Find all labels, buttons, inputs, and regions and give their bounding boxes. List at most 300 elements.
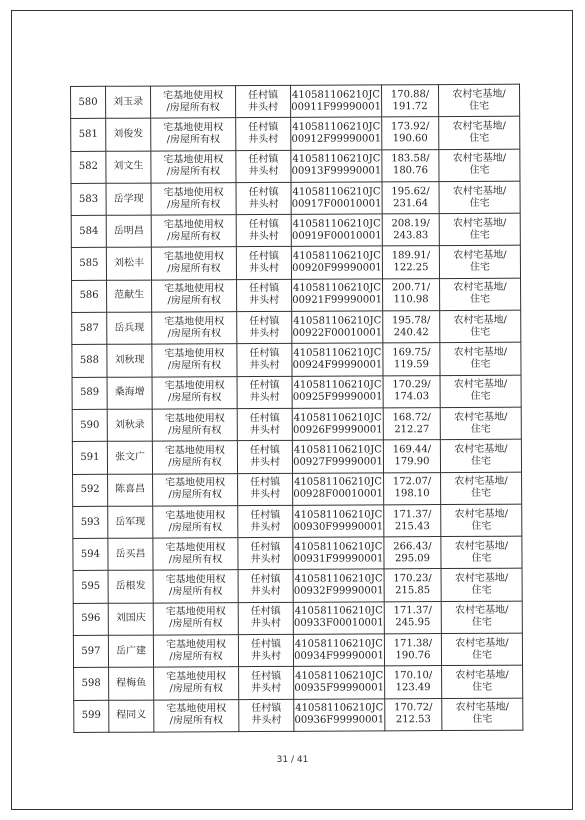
cell-text-line: 586 — [79, 290, 99, 302]
cell-text-line: 582 — [78, 161, 98, 173]
cell-text-line: 宅基地使用权 — [163, 154, 224, 166]
land-use-cell — [442, 698, 523, 731]
cell-text-line: 00936F99990001 — [294, 714, 385, 727]
cell-text-line: 井头村 — [248, 230, 279, 242]
cell-text-line: 住宅 — [471, 552, 492, 564]
table-row — [72, 439, 521, 474]
cell-text-line: 245.95 — [395, 617, 431, 629]
area-cell — [383, 311, 440, 344]
cell-text-line: 190.60 — [392, 133, 428, 145]
location-cell — [236, 150, 291, 183]
land-use-cell — [439, 149, 520, 182]
cell-text-line: 刘秋录 — [114, 419, 145, 431]
owner-name-cell — [108, 635, 153, 668]
cell-text-line: 410581106210JC — [293, 282, 382, 295]
cell-text-line: 任村镇 — [250, 638, 281, 650]
cell-text-line: 587 — [79, 322, 99, 334]
cell-text-line: 190.76 — [395, 649, 431, 661]
cell-text-line: 农村宅基地/ — [453, 282, 507, 294]
cell-text-line: 585 — [79, 257, 99, 270]
table-row — [71, 181, 520, 216]
cell-text-line: 任村镇 — [249, 315, 280, 327]
cell-text-line: 173.92/ — [391, 121, 430, 133]
right-type-cell — [151, 215, 236, 248]
cell-text-line: 596 — [81, 613, 101, 625]
cell-text-line: 宅基地使用权 — [166, 703, 227, 715]
page-number: 31 / 41 — [276, 755, 309, 765]
cell-text-line: 刘玉录 — [113, 96, 144, 108]
area-cell — [383, 375, 440, 408]
table-row — [71, 149, 520, 184]
cell-text-line: 井头村 — [250, 650, 282, 662]
cell-text-line: 183.58/ — [391, 153, 430, 165]
unit-code-cell — [292, 343, 383, 376]
table-row — [72, 278, 521, 313]
cell-text-line: 岳广建 — [115, 645, 146, 657]
cell-text-line: 410581106210JC — [294, 605, 383, 618]
cell-text-line: 宅基地使用权 — [164, 445, 225, 457]
cell-text-line: 任村镇 — [248, 121, 279, 134]
cell-text-line: 住宅 — [470, 294, 491, 306]
cell-text-line: 588 — [79, 354, 100, 366]
cell-text-line: 215.43 — [394, 520, 430, 532]
cell-text-line: 宅基地使用权 — [163, 219, 224, 231]
area-cell — [383, 278, 440, 311]
cell-text-line: 410581106210JC — [292, 185, 381, 198]
unit-code-cell — [293, 472, 384, 505]
area-cell — [382, 181, 439, 214]
land-use-cell — [440, 439, 521, 472]
cell-text-line: 00917F00010001 — [291, 197, 382, 210]
location-cell — [236, 215, 291, 248]
cell-text-line: 井头村 — [249, 327, 280, 339]
cell-text-line: 410581106210JC — [293, 411, 382, 424]
cell-text-line: 410581106210JC — [293, 379, 382, 392]
cell-text-line: 410581106210JC — [294, 476, 383, 489]
cell-text-line: 农村宅基地/ — [454, 572, 509, 585]
cell-text-line: 00913F99990001 — [291, 165, 382, 178]
cell-text-line: 宅基地使用权 — [166, 671, 227, 683]
cell-text-line: /房屋所有权 — [168, 489, 222, 501]
table-row — [71, 213, 520, 248]
cell-text-line: 农村宅基地/ — [455, 637, 509, 649]
cell-text-line: 任村镇 — [249, 347, 280, 360]
area-cell — [384, 472, 441, 505]
cell-text-line: 刘秋现 — [114, 354, 145, 366]
cell-text-line: 任村镇 — [249, 412, 280, 424]
cell-text-line: /房屋所有权 — [166, 134, 220, 146]
location-cell — [237, 441, 292, 474]
area-cell — [383, 343, 440, 376]
cell-text-line: 598 — [81, 677, 101, 689]
location-cell — [238, 505, 293, 538]
owner-name-cell — [106, 151, 151, 184]
right-type-cell — [153, 635, 238, 668]
cell-text-line: /房屋所有权 — [168, 554, 223, 566]
table-row — [74, 665, 523, 700]
cell-text-line: 191.72 — [392, 100, 428, 112]
row-number-cell — [71, 215, 106, 247]
cell-text-line: 410581106210JC — [295, 670, 384, 682]
row-number-cell — [73, 538, 108, 570]
cell-text-line: 住宅 — [469, 132, 490, 144]
cell-text-line: 农村宅基地/ — [454, 540, 509, 552]
unit-code-cell — [291, 182, 382, 215]
cell-text-line: 宅基地使用权 — [163, 89, 224, 102]
land-use-cell — [439, 181, 520, 214]
cell-text-line: 169.44/ — [392, 444, 432, 456]
area-cell — [382, 246, 439, 279]
cell-text-line: 住宅 — [472, 714, 493, 726]
table-row — [73, 633, 522, 668]
row-number-cell — [73, 635, 108, 667]
location-cell — [236, 85, 291, 118]
cell-text-line: 169.75/ — [392, 347, 431, 359]
location-cell — [236, 118, 291, 151]
land-use-cell — [442, 665, 523, 698]
location-cell — [237, 311, 292, 344]
cell-text-line: 住宅 — [471, 649, 493, 661]
cell-text-line: 任村镇 — [248, 186, 279, 198]
cell-text-line: 200.71/ — [391, 282, 431, 294]
area-cell — [384, 634, 441, 667]
area-cell — [382, 117, 439, 150]
cell-text-line: 住宅 — [469, 165, 490, 177]
right-type-cell — [151, 118, 236, 151]
cell-text-line: 180.76 — [392, 165, 428, 177]
cell-text-line: 任村镇 — [250, 573, 281, 586]
cell-text-line: 212.53 — [395, 714, 431, 726]
row-number-cell — [72, 409, 107, 441]
location-cell — [238, 602, 293, 635]
cell-text-line: 井头村 — [248, 263, 279, 275]
row-number-cell — [73, 571, 108, 603]
cell-text-line: 231.64 — [393, 197, 429, 209]
unit-code-cell — [292, 408, 383, 441]
table-row — [73, 472, 522, 507]
cell-text-line: 任村镇 — [251, 703, 282, 715]
cell-text-line: 任村镇 — [248, 218, 279, 230]
cell-text-line: 农村宅基地/ — [455, 701, 509, 714]
cell-text-line: 170.29/ — [392, 379, 431, 391]
cell-text-line: 580 — [78, 96, 98, 108]
cell-text-line: 410581106210JC — [293, 347, 382, 359]
land-use-cell — [438, 84, 519, 117]
right-type-cell — [153, 505, 238, 538]
cell-text-line: 井头村 — [249, 359, 280, 372]
cell-text-line: /房屋所有权 — [169, 715, 224, 727]
cell-text-line: 宅基地使用权 — [165, 541, 226, 554]
cell-text-line: 590 — [80, 419, 100, 431]
location-cell — [239, 699, 294, 732]
cell-text-line: /房屋所有权 — [169, 650, 223, 663]
cell-text-line: 岳根发 — [115, 580, 146, 592]
owner-name-cell — [107, 377, 152, 410]
unit-code-cell — [293, 505, 384, 538]
row-number-cell — [72, 377, 107, 409]
area-cell — [382, 214, 439, 247]
cell-text-line: 岳军现 — [115, 516, 146, 528]
owner-name-cell — [109, 667, 154, 700]
cell-text-line: 井头村 — [249, 424, 280, 436]
land-use-cell — [439, 246, 520, 279]
cell-text-line: 住宅 — [470, 391, 491, 403]
owner-name-cell — [107, 312, 152, 345]
cell-text-line: /房屋所有权 — [166, 198, 221, 211]
cell-text-line: /房屋所有权 — [169, 683, 223, 695]
cell-text-line: 宅基地使用权 — [163, 186, 224, 199]
cell-text-line: /房屋所有权 — [167, 392, 222, 404]
right-type-cell — [152, 344, 237, 377]
cell-text-line: 宅基地使用权 — [165, 477, 226, 489]
area-cell — [382, 149, 439, 182]
cell-text-line: 任村镇 — [249, 283, 280, 295]
cell-text-line: 农村宅基地/ — [453, 379, 508, 391]
cell-text-line: 农村宅基地/ — [455, 669, 509, 681]
cell-text-line: 住宅 — [470, 358, 491, 370]
cell-text-line: 595 — [81, 580, 101, 593]
cell-text-line: 00911F99990001 — [291, 101, 381, 113]
cell-text-line: 任村镇 — [250, 541, 281, 553]
cell-text-line: 住宅 — [472, 681, 493, 693]
cell-text-line: 宅基地使用权 — [165, 509, 226, 522]
cell-text-line: 110.98 — [393, 294, 429, 306]
cell-text-line: 岳兵现 — [114, 322, 145, 334]
cell-text-line: /房屋所有权 — [166, 101, 220, 114]
cell-text-line: 189.91/ — [391, 250, 431, 262]
location-cell — [239, 667, 294, 700]
cell-text-line: 井头村 — [248, 133, 279, 146]
cell-text-line: 240.42 — [393, 326, 429, 339]
area-cell — [384, 537, 441, 570]
location-cell — [238, 570, 293, 603]
cell-text-line: 170.88/ — [390, 88, 430, 100]
cell-text-line: 住宅 — [471, 617, 492, 629]
cell-text-line: 592 — [80, 484, 100, 496]
cell-text-line: 刘松丰 — [113, 257, 144, 269]
cell-text-line: 215.85 — [395, 585, 431, 597]
cell-text-line: 住宅 — [471, 584, 492, 596]
cell-text-line: 任村镇 — [250, 606, 281, 618]
cell-text-line: 井头村 — [250, 585, 281, 598]
cell-text-line: 122.25 — [393, 262, 429, 274]
unit-code-cell — [291, 214, 382, 247]
land-use-cell — [441, 504, 522, 537]
cell-text-line: 171.37/ — [393, 508, 432, 520]
cell-text-line: 00925F99990001 — [292, 391, 383, 404]
cell-text-line: 农村宅基地/ — [455, 605, 509, 617]
row-number-cell — [72, 442, 107, 474]
unit-code-cell — [292, 376, 383, 409]
row-number-cell — [72, 280, 107, 312]
table-row — [72, 343, 521, 378]
area-cell — [384, 601, 441, 634]
area-cell — [384, 569, 441, 602]
cell-text-line: 00935F99990001 — [294, 682, 385, 694]
cell-text-line: 410581106210JC — [294, 573, 383, 585]
row-number-cell — [74, 668, 109, 700]
land-use-cell — [441, 601, 522, 634]
cell-text-line: 住宅 — [471, 520, 492, 532]
cell-text-line: /房屋所有权 — [166, 166, 221, 178]
table-row — [71, 84, 520, 119]
cell-text-line: 井头村 — [249, 456, 281, 468]
unit-code-cell — [294, 699, 385, 732]
unit-code-cell — [291, 149, 382, 182]
cell-text-line: 266.43/ — [393, 540, 432, 553]
area-cell — [383, 408, 440, 441]
area-cell — [385, 698, 442, 731]
right-type-cell — [154, 699, 239, 732]
cell-text-line: 井头村 — [249, 392, 280, 404]
cell-text-line: 程梅鱼 — [116, 677, 147, 689]
cell-text-line: 00928F00010001 — [293, 488, 383, 501]
cell-text-line: 井头村 — [250, 553, 281, 565]
cell-text-line: 591 — [80, 451, 100, 463]
cell-text-line: 任村镇 — [248, 154, 279, 166]
cell-text-line: 宅基地使用权 — [164, 348, 225, 360]
cell-text-line: 584 — [79, 225, 99, 237]
cell-text-line: 井头村 — [248, 166, 279, 178]
cell-text-line: 农村宅基地/ — [454, 411, 508, 423]
owner-name-cell — [107, 344, 152, 377]
owner-name-cell — [106, 118, 151, 151]
cell-text-line: 宅基地使用权 — [163, 251, 224, 263]
owner-name-cell — [108, 603, 153, 636]
cell-text-line: 井头村 — [250, 489, 281, 501]
right-type-cell — [152, 279, 237, 312]
table-row — [72, 407, 521, 442]
owner-name-cell — [106, 183, 151, 216]
row-number-cell — [72, 345, 107, 377]
land-use-cell — [441, 569, 522, 602]
right-type-cell — [151, 183, 236, 216]
cell-text-line: 住宅 — [469, 261, 490, 274]
cell-text-line: 212.27 — [394, 423, 430, 435]
land-use-cell — [441, 536, 522, 569]
location-cell — [237, 344, 292, 377]
cell-text-line: 00933F00010001 — [293, 617, 384, 630]
row-number-cell — [73, 506, 108, 538]
location-cell — [238, 634, 293, 667]
cell-text-line: 任村镇 — [250, 509, 281, 521]
cell-text-line: 00919F00010001 — [291, 230, 382, 242]
cell-text-line: 170.72/ — [394, 702, 433, 714]
cell-text-line: /房屋所有权 — [168, 457, 222, 469]
cell-text-line: 桑海增 — [114, 386, 145, 399]
unit-code-cell — [290, 85, 381, 118]
table-row — [73, 504, 522, 539]
cell-text-line: 410581106210JC — [294, 508, 383, 521]
cell-text-line: 岳学现 — [113, 193, 144, 205]
owner-name-cell — [108, 474, 153, 507]
location-cell — [238, 473, 293, 506]
cell-text-line: 195.78/ — [392, 314, 431, 327]
land-use-cell — [440, 375, 521, 408]
cell-text-line: 00927F99990001 — [293, 456, 383, 468]
cell-text-line: 刘文生 — [113, 160, 144, 173]
cell-text-line: 农村宅基地/ — [453, 346, 508, 359]
table-row — [73, 536, 522, 571]
cell-text-line: 农村宅基地/ — [452, 88, 506, 100]
cell-text-line: 172.07/ — [392, 476, 432, 488]
registry-table — [70, 84, 523, 733]
cell-text-line: 任村镇 — [251, 670, 282, 683]
cell-text-line: 程同义 — [116, 709, 147, 722]
cell-text-line: /房屋所有权 — [168, 521, 223, 533]
cell-text-line: 174.03 — [394, 391, 430, 403]
row-number-cell — [74, 700, 109, 732]
cell-text-line: 任村镇 — [248, 89, 279, 101]
cell-text-line: 410581106210JC — [292, 250, 381, 262]
owner-name-cell — [108, 538, 153, 571]
cell-text-line: 任村镇 — [250, 477, 281, 489]
unit-code-cell — [291, 117, 382, 150]
table-row — [72, 375, 521, 410]
row-number-cell — [73, 603, 108, 635]
cell-text-line: 410581106210JC — [292, 121, 381, 133]
unit-code-cell — [291, 246, 382, 279]
table-row — [71, 116, 520, 151]
cell-text-line: 594 — [80, 548, 101, 560]
cell-text-line: 农村宅基地/ — [452, 152, 507, 165]
owner-name-cell — [106, 248, 151, 281]
cell-text-line: 宅基地使用权 — [164, 283, 225, 295]
cell-text-line: 410581106210JC — [292, 218, 381, 230]
cell-text-line: /房屋所有权 — [169, 618, 223, 630]
location-cell — [237, 408, 292, 441]
cell-text-line: 宅基地使用权 — [165, 574, 226, 586]
registry-table-body — [71, 84, 523, 732]
cell-text-line: 00912F99990001 — [291, 133, 382, 145]
cell-text-line: 243.83 — [393, 229, 429, 242]
cell-text-line: 井头村 — [250, 521, 281, 533]
owner-name-cell — [108, 506, 153, 539]
cell-text-line: 刘俊发 — [113, 128, 144, 140]
cell-text-line: 00930F99990001 — [293, 520, 384, 533]
cell-text-line: 00920F99990001 — [292, 262, 382, 274]
table-row — [71, 246, 520, 281]
land-use-cell — [440, 407, 521, 440]
cell-text-line: 井头村 — [250, 618, 281, 630]
owner-name-cell — [107, 409, 152, 442]
cell-text-line: 农村宅基地/ — [453, 314, 507, 326]
row-number-cell — [71, 248, 106, 280]
cell-text-line: 171.38/ — [393, 637, 433, 649]
right-type-cell — [152, 441, 237, 474]
location-cell — [237, 376, 292, 409]
cell-text-line: 宅基地使用权 — [163, 122, 224, 134]
cell-text-line: 农村宅基地/ — [453, 249, 507, 262]
cell-text-line: 宅基地使用权 — [165, 606, 226, 618]
right-type-cell — [152, 376, 237, 409]
cell-text-line: 119.59 — [393, 359, 429, 371]
cell-text-line: 599 — [81, 710, 101, 722]
land-use-cell — [440, 343, 521, 376]
cell-text-line: 住宅 — [469, 197, 490, 209]
cell-text-line: 住宅 — [470, 326, 491, 338]
cell-text-line: 井头村 — [248, 101, 279, 113]
cell-text-line: 陈喜昌 — [115, 483, 146, 495]
cell-text-line: 00931F99990001 — [293, 553, 384, 565]
right-type-cell — [153, 473, 238, 506]
cell-text-line: 00922F00010001 — [292, 327, 383, 339]
unit-code-cell — [293, 537, 384, 570]
cell-text-line: 井头村 — [251, 715, 282, 727]
cell-text-line: /房屋所有权 — [167, 327, 222, 340]
right-type-cell — [151, 247, 236, 280]
cell-text-line: 住宅 — [469, 100, 490, 112]
